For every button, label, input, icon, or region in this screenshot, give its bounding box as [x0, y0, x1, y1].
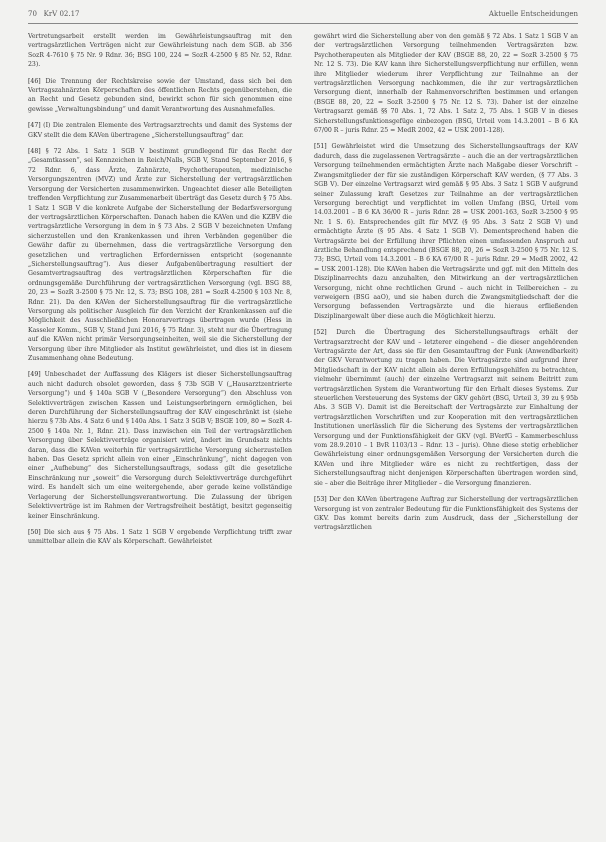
paragraph-text: Die Trennung der Rechtskreise sowie der Umstand, dass sich bei den Vertragszahnärzten Körperschaften des öffentlichen Rechts gegenüberstehen, die an Recht und Gesetz gebunden sind, bewirkt schon für sich genommen eine gewisse „Verwaltungsbindung“ und damit Verantwortung des Ausnahmefalles.	[28, 77, 292, 113]
paragraph-text: (I) Die zentralen Elemente des Vertragsarztrechts und damit des Systems der GKV stellt die dem KAVen übertragene „Sicherstellungsauftrag“ dar.	[28, 122, 292, 139]
paragraph-number: [46]	[28, 77, 41, 85]
right-column	[314, 32, 578, 828]
paragraph	[314, 32, 578, 135]
paragraph	[314, 495, 578, 533]
paragraph-text: Der den KAVen übertragene Auftrag zur Sicherstellung der vertragsärztlichen Versorgung ist von zentraler Bedeutung für die Funktionsfähigkeit des Systems der GKV. Das kommt bereits darin zum Ausdruck, dass der „Sicherstellung der vertragsärztlichen	[314, 496, 578, 532]
journal-name: KrV 02.17	[43, 10, 80, 18]
paragraph-text: Vertretungsarbeit erstellt werden im Gewährleistungsauftrag mit den vertragsärztlichen Verträgen nicht zur Gewährleistung nach dem SGB. ab 356 SozR 4-7610 § 75 Nr. 9 Rdnr. 36; BSG 100, 224 = SozR 4-2500 § 85 Nr. 52, Rdnr. 23).	[28, 33, 292, 69]
paragraph-text: Durch die Übertragung des Sicherstellungsauftrags erhält der Vertragsarztrecht der KAV und – letzterer eingehend – die dieser angehörenden Vertragsärzte der Art, dass sie für den Gesamtauftrag der Funk (Anwendbarkeit) der GKV Verantwortung zu tragen haben. Die Vertragsärzte sind aufgrund ihrer Mitgliedschaft in der KAV nicht allein als deren Erfüllungsgehilfen zu betrachten, vielmehr übernimmt (auch) der einzelne Vertragsarzt mit seinem Beitritt zum vertragsärztlichen System die Verantwortung für den Erhalt dieses Systems. Zur steuerlichen Versteuerung des Systems der GKV gehört (BSG, Urteil 3, 39 zu § 95b Abs. 3 SGB V). Damit ist die Bereitschaft der Vertragsärzte zur Einhaltung der vertragsärztlichen Vorschriften und zur Kooperation mit den vertragsärztlichen Institutionen unerlässlich für die Sicherung des Systems der vertragsärztlichen Versorgung und der Funktionsfähigkeit der GKV (vgl. BVerfG – Kammerbeschluss vom 28.9.2010 – 1 BvR 1103/13 – Rdnr. 13 – juris). Ohne diese stetig erheblicher Gewährleistung einer ordnungsgemäßen Versorgung der Versicherten durch die KAVen und ihre Mitglieder wäre es nicht zu rechtfertigen, dass der Sicherstellungsauftrag nicht denjenigen Körperschaften übertragen worden sind, sie – aber die Beiträge ihrer Mitglieder – die Versorgung finanzieren.	[314, 329, 578, 487]
paragraph-text: gewährt wird die Sicherstellung aber von den gemäß § 72 Abs. 1 Satz 1 SGB V an der vertragsärztlichen Versorgung teilnehmenden Vertragsärzten bzw. Psychotherapeuten als Mitglieder der KAV (BSGE 88, 20, 22 = SozR 3-2500 § 75 Nr. 12 S. 73). Die KAV kann ihre Sicherstellungsverpflichtung nur erfüllen, wenn ihre Mitglieder wiederum ihrer Verpflichtung zur Teilnahme an der vertragsärztlichen Versorgung nachkommen, die ihr zur vertragsärztlichen Versorgung dient, innerhalb der Rahmenvorschriften bestimmen und erlangen (BSGE 88, 20, 22 = SozR 3-2500 § 75 Nr. 12 S. 73). Daher ist der einzelne Vertragsarzt gemäß §§ 70 Abs. 1, 72 Abs. 1 Satz 2, 75 Abs. 1 SGB V in dieses Sicherstellungsfunktionsgefüge einbezogen (BSG, Urteil vom 14.3.2001 – B 6 KA 67/00 R – juris Rdnr. 25 = MedR 2002, 42 = USK 2001-128).	[314, 33, 578, 135]
paragraph-number: [48]	[28, 148, 41, 156]
section-title: Aktuelle Entscheidungen	[488, 10, 578, 18]
paragraph	[28, 370, 292, 521]
paragraph-number: [49]	[28, 371, 41, 379]
paragraph-text: Unbeschadet der Auffassung des Klägers ist dieser Sicherstellungsauftrag auch nicht dadurch obsolet geworden, dass § 73b SGB V („Hausarztzentrierte Versorgung“) und § 140a SGB V („Besondere Versorgung“) den Abschluss von Selektivverträgen zwischen Kassen und Leistungserbringern ermöglichen, bei deren Durchführung der Sicherstellungsauftrag der KAV eingeschränkt ist (siehe hierzu § 73b Abs. 4 Satz 6 und § 140a Abs. 1 Satz 3 SGB V; BSGE 109, 80 = SozR 4-2500 § 140a Nr. 1, Rdnr. 21). Dass inzwischen ein Teil der vertragsärztlichen Versorgung über Selektivverträge organisiert wird, ändert im Grundsatz nichts daran, dass die KAVen weiterhin für vertragsärztliche Versorgung sicherzustellen haben. Das Gesetz spricht allein von einer „Einschränkung“, nicht dagegen von einer „Aufhebung“ des Sicherstellungsauftrags, sodass gilt die gesetzliche Einschränkung nur „soweit“ die Versorgung durch Selektivverträge durchgeführt wird. Es handelt sich um eine weitergehende, aber gerade keine vollständige Verlagerung der Sicherstellungsverantwortung. Die Zulassung der übrigen Selektivverträge ist im Rahmen der Vertragsfreiheit bestätigt, besitzt gegenseitig keiner Einschränkung.	[28, 371, 292, 520]
paragraph-number: [51]	[314, 143, 327, 151]
header-rule	[28, 23, 578, 24]
paragraph-text: Gewährleistet wird die Umsetzung des Sicherstellungsauftrags der KAV dadurch, dass die zugelassenen Vertragsärzte – auch die an der vertragsärztlichen Versorgung teilnehmenden ermächtigten Ärzte nach Maßgabe dieser Vorschrift – Zwangsmitglieder der für sie zuständigen Körperschaft KAV werden, (§ 77 Abs. 3 SGB V). Der einzelne Vertragsarzt wird gemäß § 95 Abs. 3 Satz 1 SGB V aufgrund seiner Zulassung kraft Gesetzes zur Teilnahme an der vertragsärztlichen Versorgung berechtigt und verpflichtet im vollen Umfang (BSG, Urteil vom 14.03.2001 – B 6 KA 36/00 R – juris Rdnr. 28 = USK 2001-163, SozR 3-2500 § 95 Nr. 1 S. 6). Entsprechendes gilt für MVZ (§ 95 Abs. 3 Satz 2 SGB V) und ermächtigte Ärzte (§ 95 Abs. 4 Satz 1 SGB V). Dementsprechend haben die Vertragsärzte bei der Erfüllung ihrer Pflichten einen umfassenden Anspruch auf ärztliche Behandlung entsprechend (BSGE 88, 20, 26 = SozR 3-2500 § 75 Nr. 12 S. 73; BSG, Urteil vom 14.3.2001 – B 6 KA 67/00 R – juris Rdnr. 29 = MedR 2002, 42 = USK 2001-128). Die KAVen haben die Vertragsärzte und ggf. mit den Mitteln des Disziplinarrechts dazu anzuhalten, den Mitwirkung an der vertragsärztlichen Versorgung, nicht ohne rechtlichen Grund – auch nicht in Teilbereichen – zu verweigern (BSG aaO), und sie haben durch die Zwangsmitgliedschaft der die Versorgung befassenden Vertragsärzte und die hieraus erfließenden Disziplinargewalt über diese auch die Möglichkeit hierzu.	[314, 143, 578, 320]
page-number: 70	[28, 10, 37, 18]
paragraph	[28, 147, 292, 363]
paragraph	[314, 142, 578, 321]
paragraph-text: Die sich aus § 75 Abs. 1 Satz 1 SGB V ergebende Verpflichtung trifft zwar unmittelbar allein die KAV als Körperschaft. Gewährleistet	[28, 528, 292, 546]
paragraph-number: [52]	[314, 329, 327, 337]
paragraph	[314, 328, 578, 488]
running-head	[28, 10, 578, 22]
paragraph	[28, 32, 292, 70]
paragraph-text: § 72 Abs. 1 Satz 1 SGB V bestimmt grundlegend für das Recht der „Gesamtkassen“, sei Kennzeichen in Reich/Nalls, SGB V, Stand September 2016, § 72 Rdnr. 6, dass Ärzte, Zahnärzte, Psychotherapeuten, medizinische Versorgungszentren (MVZ) und Ärzte zur Sicherstellung der vertragsärztlichen Versorgung der Versicherten zusammenwirken. Ungeachtet dieser alle Beteiligten treffenden Verpflichtung zur Zusammenarbeit überträgt das Gesetz durch § 75 Abs. 1 Satz 1 SGB V die konkrete Aufgabe der Sicherstellung der Bedarfsversorgung der vertragsärztlichen Körperschaften. Danach haben die KAVen und die KZBV die vertragsärztliche Versorgung in dem in § 73 Abs. 2 SGB V bezeichneten Umfang sicherzustellen und den Krankenkassen und ihren Verbänden gegenüber die Gewähr dafür zu übernehmen, dass die vertragsärztliche Versorgung den gesetzlichen und vertraglichen Erfordernissen entspricht (sogenannte „Sicherstellungsauftrag“). Aus dieser Aufgabenübertragung resultiert der Gesamtvertragsauftrag des vertragsärztlichen Körperschaften für die ordnungsgemäße Durchführung der vertragsärztlichen Versorgung (vgl. BSG 88, 20, 23 = SozR 3-2500 § 75 Nr. 12, S. 73; BSG 108, 281 = SozR 4-2500 § 103 Nr. 8, Rdnr. 21). Da den KAVen der Sicherstellungsauftrag für die vertragsärztliche Versorgung als politischer Ausgleich für den Verzicht der Krankenkassen auf die Möglichkeit des Ausschließlichen Honorarvertrags übertragen wurde (Hess in Kasseler Komm., SGB V, Stand Juni 2016, § 75 Rdnr. 3), steht nur die Übertragung auf die KAVen nicht primär Versorgungseinheiten, weil sie die Sicherstellung der Versorgung über ihre Mitglieder als Institut gewährleistet, und dies ist in diesem Zusammenhang ohne Bedeutung.	[28, 148, 292, 362]
paragraph	[28, 121, 292, 140]
paragraph	[28, 77, 292, 115]
paragraph	[28, 528, 292, 547]
paragraph-number: [53]	[314, 496, 327, 504]
paragraph-number: [50]	[28, 528, 41, 536]
paragraph-number: [47]	[28, 122, 41, 130]
page-number-and-journal	[28, 10, 80, 18]
left-column	[28, 32, 292, 828]
